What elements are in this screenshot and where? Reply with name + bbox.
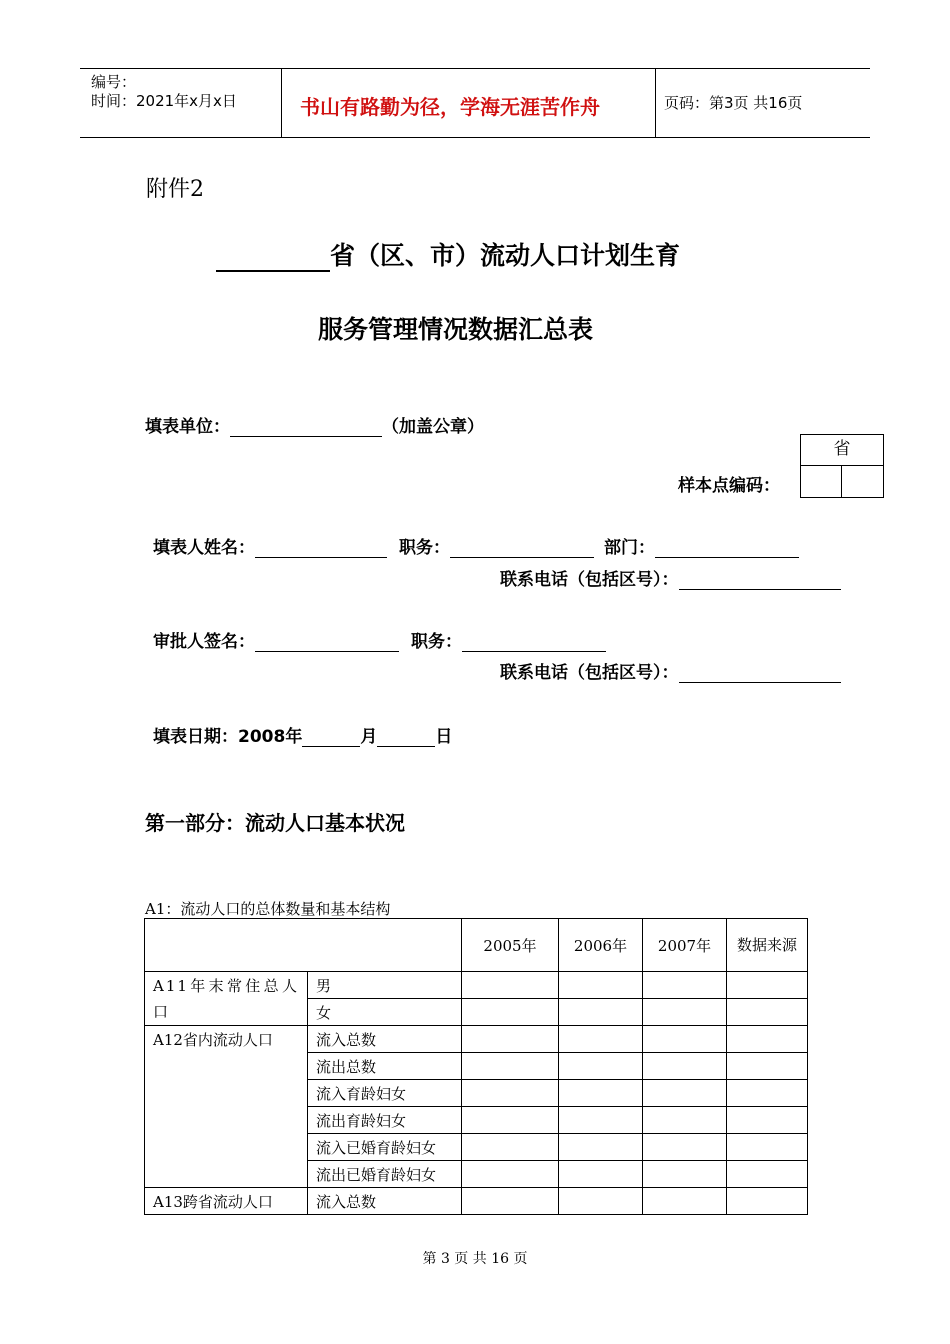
data-cell[interactable]	[462, 1188, 559, 1215]
approver-field[interactable]	[255, 633, 399, 652]
date-label: 填表日期：2008年	[153, 727, 303, 747]
unit-field[interactable]	[230, 418, 382, 437]
item-label: 流出已婚育龄妇女	[308, 1161, 462, 1188]
data-cell[interactable]	[462, 1107, 559, 1134]
month-field[interactable]	[302, 728, 360, 747]
year-header-2006: 2006年	[559, 919, 643, 972]
data-cell[interactable]	[559, 1080, 643, 1107]
data-cell[interactable]	[643, 972, 727, 999]
approver-phone-field[interactable]	[679, 664, 841, 683]
table-row	[145, 972, 808, 999]
table-row	[145, 1026, 808, 1053]
sample-code-box-2[interactable]	[842, 465, 884, 498]
filler-position-label: 职务：	[399, 538, 450, 558]
item-label: 流入总数	[308, 1188, 462, 1215]
data-cell[interactable]	[462, 1161, 559, 1188]
data-cell[interactable]	[643, 1080, 727, 1107]
data-cell[interactable]	[462, 1053, 559, 1080]
data-cell[interactable]	[643, 999, 727, 1026]
item-label: 流入育龄妇女	[308, 1080, 462, 1107]
month-label: 月	[360, 727, 378, 747]
table-header-blank	[145, 919, 462, 972]
title-line-1-text: 省（区、市）流动人口计划生育	[330, 241, 681, 270]
filler-row	[153, 533, 799, 558]
item-label: 流入已婚育龄妇女	[308, 1134, 462, 1161]
approver-phone-label: 联系电话（包括区号）：	[500, 663, 679, 683]
data-cell[interactable]	[727, 972, 808, 999]
approver-position-label: 职务：	[411, 632, 462, 652]
page-header	[80, 68, 870, 138]
data-cell[interactable]	[462, 1134, 559, 1161]
province-blank[interactable]	[216, 242, 330, 272]
group-label-a12: A12省内流动人口	[145, 1026, 308, 1188]
data-cell[interactable]	[559, 1053, 643, 1080]
item-label: 流出总数	[308, 1053, 462, 1080]
group-label-a11: A11年末常住总人口	[145, 972, 308, 1026]
filler-name-field[interactable]	[255, 539, 387, 558]
data-cell[interactable]	[643, 1107, 727, 1134]
approver-phone-row	[500, 658, 841, 683]
filler-department-label: 部门：	[604, 538, 655, 558]
attachment-label: 附件2	[146, 177, 204, 202]
title-line-2: 服务管理情况数据汇总表	[318, 315, 594, 344]
data-cell[interactable]	[643, 1161, 727, 1188]
data-cell[interactable]	[727, 1026, 808, 1053]
data-cell[interactable]	[727, 1134, 808, 1161]
day-label: 日	[435, 727, 453, 747]
source-header: 数据来源	[727, 919, 808, 972]
title-line-1	[216, 236, 680, 272]
filler-position-field[interactable]	[450, 539, 594, 558]
data-cell[interactable]	[559, 1134, 643, 1161]
data-cell[interactable]	[643, 1134, 727, 1161]
data-cell[interactable]	[462, 1026, 559, 1053]
data-cell[interactable]	[643, 1188, 727, 1215]
approver-label: 审批人签名：	[153, 632, 255, 652]
data-cell[interactable]	[643, 1053, 727, 1080]
group-label-a13: A13跨省流动人口	[145, 1188, 308, 1215]
filler-department-field[interactable]	[655, 539, 799, 558]
header-time-label: 时间：2021年x月x日	[91, 92, 237, 110]
section-1-title: 第一部分：流动人口基本状况	[145, 811, 405, 835]
header-motto-cell	[282, 69, 656, 137]
year-header-2005: 2005年	[462, 919, 559, 972]
header-page-cell	[656, 69, 870, 137]
approver-row	[153, 627, 606, 652]
header-meta-cell	[80, 69, 282, 137]
data-cell[interactable]	[727, 1161, 808, 1188]
item-label: 女	[308, 999, 462, 1026]
data-cell[interactable]	[727, 1053, 808, 1080]
data-cell[interactable]	[462, 972, 559, 999]
province-header-box: 省	[800, 434, 884, 465]
unit-label: 填表单位：	[145, 417, 230, 437]
page-footer: 第 3 页 共 16 页	[422, 1251, 528, 1267]
day-field[interactable]	[377, 728, 435, 747]
header-motto: 书山有路勤为径，学海无涯苦作舟	[300, 95, 600, 119]
table-row	[145, 1188, 808, 1215]
approver-position-field[interactable]	[462, 633, 606, 652]
data-cell[interactable]	[727, 1107, 808, 1134]
data-cell[interactable]	[559, 972, 643, 999]
data-cell[interactable]	[559, 1161, 643, 1188]
filler-name-label: 填表人姓名：	[153, 538, 255, 558]
data-cell[interactable]	[727, 1188, 808, 1215]
data-cell[interactable]	[462, 1080, 559, 1107]
table-a1-caption: A1：流动人口的总体数量和基本结构	[145, 900, 391, 918]
data-cell[interactable]	[559, 1026, 643, 1053]
filler-phone-row	[500, 565, 841, 590]
item-label: 流入总数	[308, 1026, 462, 1053]
year-header-2007: 2007年	[643, 919, 727, 972]
table-a1	[144, 918, 808, 1215]
date-row	[153, 722, 452, 747]
data-cell[interactable]	[559, 999, 643, 1026]
header-page-info: 页码：第3页 共16页	[664, 94, 803, 112]
sample-code-box-1[interactable]	[800, 465, 842, 498]
header-number-label: 编号：	[91, 73, 137, 91]
table-header-row	[145, 919, 808, 972]
sample-code-label: 样本点编码：	[678, 476, 780, 496]
unit-suffix: （加盖公章）	[382, 417, 484, 437]
item-label: 男	[308, 972, 462, 999]
data-cell[interactable]	[462, 999, 559, 1026]
data-cell[interactable]	[559, 1107, 643, 1134]
filler-phone-label: 联系电话（包括区号）：	[500, 570, 679, 590]
item-label: 流出育龄妇女	[308, 1107, 462, 1134]
data-cell[interactable]	[727, 999, 808, 1026]
data-cell[interactable]	[727, 1080, 808, 1107]
data-cell[interactable]	[643, 1026, 727, 1053]
data-cell[interactable]	[559, 1188, 643, 1215]
filler-phone-field[interactable]	[679, 571, 841, 590]
unit-row	[145, 412, 484, 437]
